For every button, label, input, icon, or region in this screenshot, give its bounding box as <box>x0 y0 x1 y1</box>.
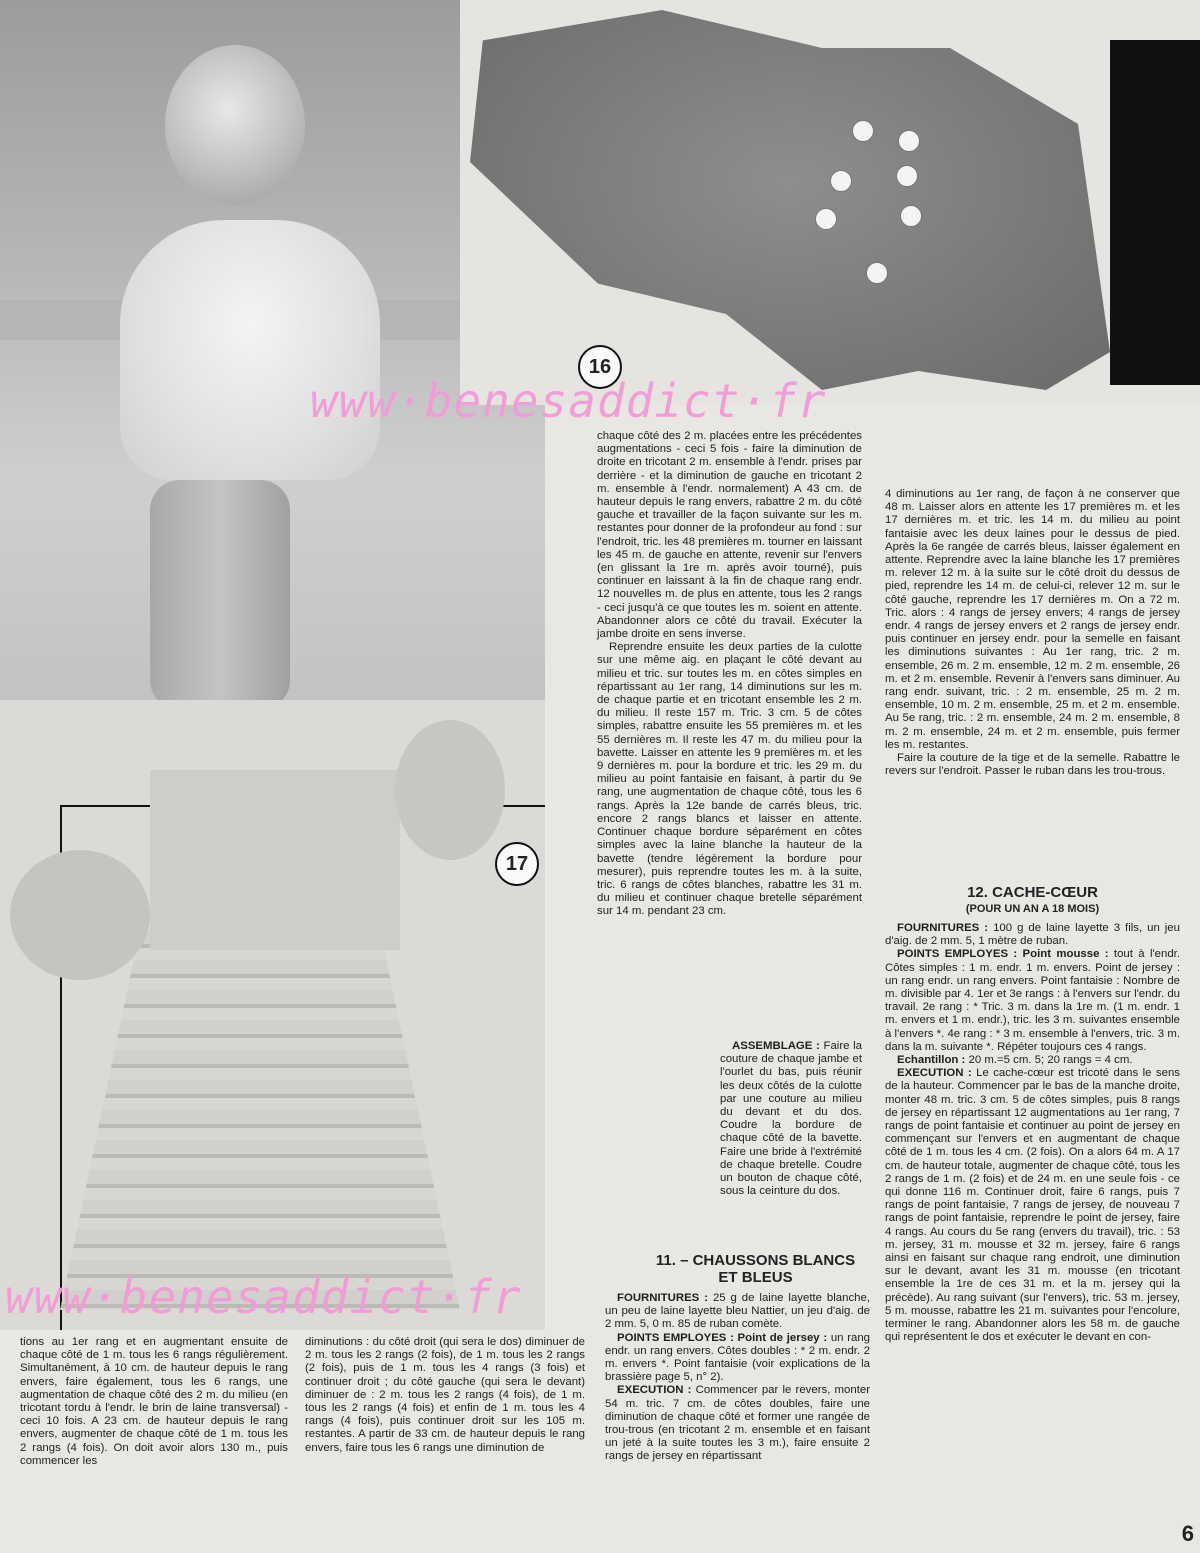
text-column-bottom-middle <box>305 1336 585 1455</box>
echantillon-text: 20 m.=5 cm. 5; 20 rangs = 4 cm. <box>968 1054 1133 1067</box>
text-column-middle <box>597 430 862 919</box>
photo-jacket <box>460 0 1200 405</box>
jacket-button <box>815 208 837 230</box>
photo-baby-head <box>165 45 305 205</box>
text-column-right <box>885 488 1180 778</box>
photo-knitted-dress <box>0 700 545 1330</box>
paragraph: diminutions : du côté droit (qui sera le dos) diminuer de 2 m. tous les 2 rangs (2 fois), de 1 m. tous les 2 rangs (2 fois), puis de 1 m. tous les 4 rangs (3 fois) et continuer droit ; du côté gauche (qui sera le devant) diminuer de : 2 m. tous les 2 rangs (4 fois), de 1 m. tous les 2 rangs (4 fois) et enfin de 1 m. tous les 4 rangs (4 fois), puis continuer droit sur les 105 m. restantes. A partir de 33 cm. de hauteur depuis le rang envers, faire tous les 6 rangs une diminution de <box>305 1336 585 1454</box>
photo-baby-white-dress <box>120 220 380 480</box>
figure-number-17: 17 <box>495 842 539 886</box>
section-11-heading <box>605 1252 870 1286</box>
paragraph: tions au 1er rang et en augmentant ensuite de chaque côté de 1 m. tous les 6 rangs régulièrement. Simultanément, à 10 cm. de hauteur depuis le rang envers, faire également, tous les 6 rangs, une augmentation de chaque côté des 2 m. du milieu (en tricotant tordu à l'endr. le brin de laine transversal) - ceci 10 fois. A 23 cm. de hauteur depuis le rang envers, augmenter de chaque côté de 1 m. tous les 2 rangs (4 fois). On doit avoir alors 130 m., puis commencer les <box>20 1336 288 1467</box>
text-column-bottom-left <box>20 1336 288 1468</box>
photo-baby-legs <box>150 480 290 710</box>
assemblage-section <box>720 1040 862 1198</box>
watermark: www·benesaddict·fr <box>310 374 827 428</box>
assemblage-label: ASSEMBLAGE : <box>732 1040 820 1052</box>
fournitures-text: 100 g de laine layette 3 fils, un jeu d'aig. de 2 mm. 5, 1 mètre de ruban. <box>885 922 1180 948</box>
section-12-heading <box>885 884 1180 915</box>
paragraph: Reprendre ensuite les deux parties de la culotte sur une même aig. en plaçant le côté devant au milieu et tric. sur toutes les m. en côtes simples en répartissant au 1er rang, 14 diminutions sur les m. de chaque partie et en tricotant ensemble les 2 m. du milieu. Il reste 157 m. Tric. 3 cm. 5 de côtes simples, rabattre ensuite les 55 premières m. et les 55 dernières m. Il reste les 47 m. du milieu pour la bavette. Laisser en attente les 9 premières m. et les 9 dernières m. pour la bordure et tric. les 29 m. du milieu au point fantaisie en faisant, à partir du 9e rang, une augmentation de chaque côté, tous les 6 rangs. Après la 12e bande de carrés bleus, tric. encore 2 rangs blancs et laisser en attente. Continuer chaque bordure séparément en côtes simples avec la laine blanche la hauteur de la bavette (tendre légèrement la bordure pour mesurer), puis reprendre toutes les m. à la suite, tric. 6 rangs de côtes blanches, rabattre les 31 m. du milieu et continuer chaque bretelle séparément sur 14 m. pendant 23 cm. <box>597 641 862 918</box>
dress-skirt <box>60 930 460 1310</box>
jacket-button <box>866 262 888 284</box>
watermark: www·benesaddict·fr <box>5 1270 522 1324</box>
points-text: tout à l'endr. Côtes simples : 1 m. endr. 1 m. envers. Point de jersey : un rang endr. un rang envers. Point fantaisie : Nombre de m. divisible par 4. 1er et 3e rangs : à l'envers sur l'endr. du travail. 2e rang : * Tric. 3 m. dans la 1re m. (1 m. endr. 1 m. envers et 1 m. endr.), tric. les 3 m. suivantes ensemble à l'envers *. 4e rang : * 3 m. ensemble à l'envers, tric. 3 m. dans la m. suivante *. Répéter toujours ces 4 rangs. <box>885 948 1180 1053</box>
figure-number-16: 16 <box>578 345 622 389</box>
jacket-button <box>898 130 920 152</box>
dress-sleeve-right <box>395 720 505 860</box>
photo-dark-background <box>1110 40 1200 385</box>
fournitures-label: FOURNITURES : <box>617 1292 708 1304</box>
jacket-button <box>900 205 922 227</box>
section-12-body <box>885 922 1180 1345</box>
paragraph: Faire la couture de la tige et de la semelle. Rabattre le revers sur l'endroit. Passer le ruban dans les trou-trous. <box>885 752 1180 778</box>
fournitures-label: FOURNITURES : <box>897 922 989 934</box>
execution-label: EXECUTION : <box>617 1384 692 1397</box>
jacket-button <box>852 120 874 142</box>
jacket-button <box>830 170 852 192</box>
points-text: un rang endr. un rang envers. Côtes doubles : * 2 m. endr. 2 m. envers *. Point fantaisie (voir explications de la brassière page 5, n° 2). <box>605 1331 870 1384</box>
execution-text: Commencer par le revers, monter 54 m. tric. 7 cm. de côtes doubles, faire une diminution de chaque côté et former une rangée de trou-trous (en tricotant 2 m. ensemble et en faisant un jeté à la suite toutes les 3 m.), faire ensuite 2 rangs de jersey en répartissant <box>605 1384 870 1463</box>
paragraph: chaque côté des 2 m. placées entre les précédentes augmentations - ceci 5 fois - faire la diminution de droite en tricotant 2 m. ensemble à l'endr. prises par derrière - et la diminution de gauche en tricotant 2 m. ensemble à l'endr. normalement) A 43 cm. de hauteur depuis le rang envers, rabattre 2 m. du côté gauche et travailler de la façon suivante sur les m. restantes pour donner de la profondeur au fond : sur l'endroit, tric. les 48 premières m. tourner en laissant les 45 m. de gauche en attente, revenir sur l'envers (en glissant la 1re m. après avoir tourné), puis continuer en laissant à la fin de chaque rang endr. 12 nouvelles m. de plus en attente, tous les 2 rangs - ceci jusqu'à ce que toutes les m. soient en attente. Abandonner alors ce côté du travail. Exécuter la jambe droite en sens inverse. <box>597 430 862 641</box>
dress-bodice <box>150 770 400 950</box>
execution-label: EXECUTION : <box>897 1067 972 1080</box>
section-11-title: 11. – CHAUSSONS BLANCS ET BLEUS <box>655 1252 856 1286</box>
points-label: POINTS EMPLOYES : Point mousse : <box>897 948 1109 961</box>
dress-sleeve-left <box>10 850 150 980</box>
execution-text: Le cache-cœur est tricoté dans le sens de la hauteur. Commencer par le bas de la manche droite, monter 48 m. tric. 3 cm. 5 de côtes simples, puis 8 rangs de jersey en répartissant 12 augmentations au 1er rang, 7 rangs de point fantaisie et continuer au point de jersey en commençant sur l'envers et en augmentant de chaque côté de 1 m. tous les 4 cm. (2 fois). On a alors 64 m. A 17 cm. de hauteur totale, augmenter de chaque côté, tous les 2 rangs de 1 m. (2 fois) et de 24 m. en une seule fois - ce qui donne 116 m. Continuer droit, faire 6 rangs, puis 7 rangs de point fantaisie, 7 rangs de jersey, de nouveau 7 rangs de point fantaisie, reprendre le point de jersey, faire 4 rangs. Au cours du 5e rang (envers du travail), tric. : 53 m. jersey, 31 m. mousse et 32 m. jersey, faire 6 rangs ainsi en faisant sur chaque rang endroit, une diminution sur le devant, avant les 31 m. mousse (en tricotant ensemble la 1re de ces 31 m. et la m. jersey qui la précède). Au rang suivant (sur l'envers), tric. 53 m. jersey, 5 m. mousse, rabattre les 21 m. suivantes pour l'encolure, terminer le rang. Abandonner alors les 58 m. de gauche qui représentent le dos et exécuter le devant en con- <box>885 1067 1180 1344</box>
page-number: 6 <box>1181 1521 1194 1546</box>
fournitures-text: 25 g de laine layette blanche, un peu de laine layette bleu Nattier, un jeu d'aig. de 2 mm. 5, 0 m. 85 de ruban comète. <box>605 1292 870 1331</box>
echantillon-label: Echantillon : <box>897 1054 966 1067</box>
paragraph: 4 diminutions au 1er rang, de façon à ne conserver que 48 m. Laisser alors en attente les 17 premières m. et les 17 dernières m. et tric. les 14 m. du milieu au point fantaisie avec les deux laines pour le dessus de pied. Après la 6e rangée de carrés bleus, laisser également en attente. Reprendre avec la laine blanche les 17 premières m. relever 12 m. à la suite sur le côté droit du dessus de pied, reprendre les 14 m. de celui-ci, relever 12 m. sur le côté gauche, reprendre les 17 dernières m. On a 72 m. Tric. alors : 4 rangs de jersey envers; 4 rangs de jersey endr. 4 rangs de jersey envers et 2 rangs de jersey endr. puis continuer en jersey endr. pour la semelle en faisant les diminutions suivantes : Au 1er rang, tric. 2 m. ensemble, 26 m. 2 m. ensemble, 12 m. 2 m. ensemble, 26 m. et 2 m. ensemble. Revenir à l'envers sans diminuer. Au rang endr. suivant, tric. : 2 m. ensemble, 25 m. 2 m. ensemble, 10 m. 2 m. ensemble, 25 m. et 2 m. ensemble. Au 5e rang, tric. : 2 m. ensemble, 24 m. 2 m. ensemble, 8 m. 2 m. ensemble, 24 m. et 2 m. ensemble, puis fermer les m. restantes. <box>885 488 1180 751</box>
points-label: POINTS EMPLOYES : Point de jersey : <box>617 1331 828 1344</box>
assemblage-text: Faire la couture de chaque jambe et l'ourlet du bas, puis réunir les deux côtés de la culotte par une couture au milieu du devant et du dos. Coudre la bordure de chaque côté de la bavette. Faire une bride à l'extrémité de chaque bretelle. Coudre un bouton de chaque côté, sous la ceinture du dos. <box>720 1040 862 1198</box>
photo-knitted-jacket <box>470 10 1110 390</box>
jacket-button <box>896 165 918 187</box>
section-11-body <box>605 1292 870 1464</box>
section-12-title: 12. CACHE-CŒUR <box>967 884 1098 901</box>
section-12-subtitle: (POUR UN AN A 18 MOIS) <box>965 903 1100 915</box>
